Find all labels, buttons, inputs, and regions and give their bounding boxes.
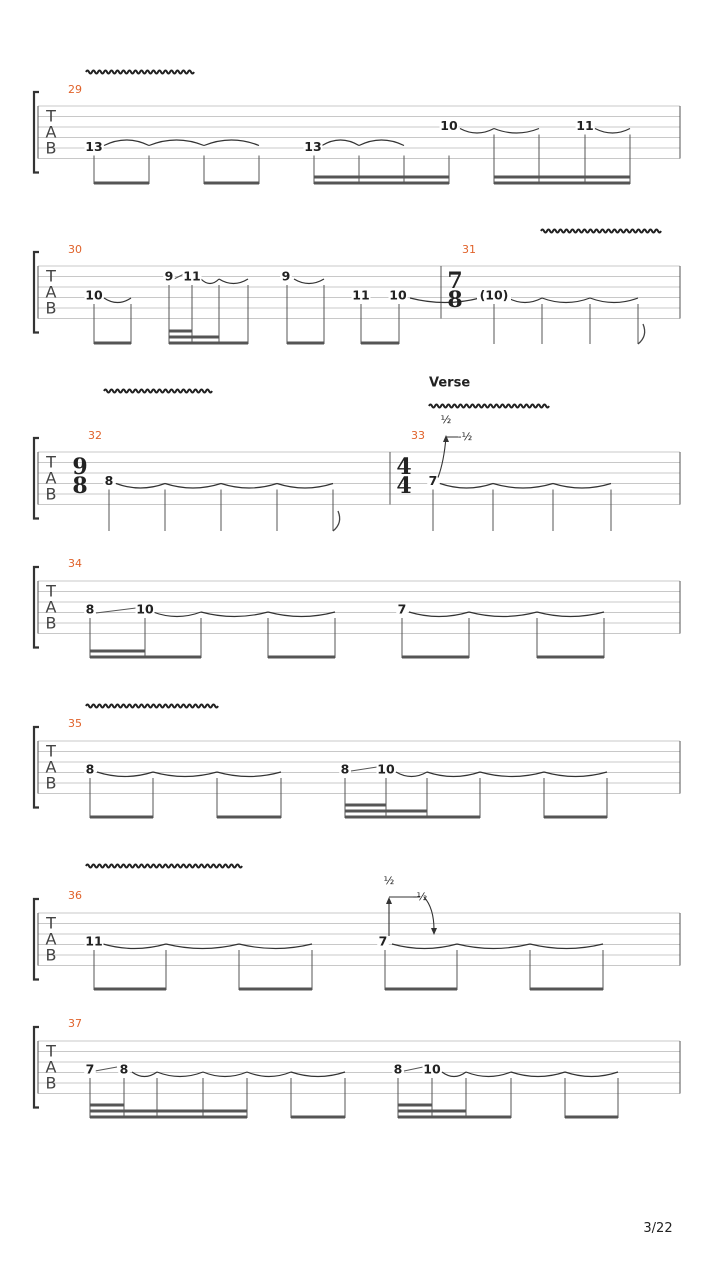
measure-number: 30 — [68, 243, 82, 256]
slide-line — [95, 1067, 117, 1071]
tie-arc — [595, 129, 630, 134]
fret-number: 7 — [397, 601, 407, 617]
bend-label: ½ — [440, 413, 452, 426]
time-signature-denominator: 8 — [447, 287, 463, 313]
tab-clef-t: T — [46, 741, 56, 761]
vibrato-mark — [86, 865, 242, 868]
fret-number: 8 — [393, 1061, 403, 1077]
tab-clef-b: B — [45, 773, 57, 793]
tie-arc — [590, 298, 638, 303]
tab-clef-a: A — [45, 757, 57, 777]
tab-clef-b: B — [45, 945, 57, 965]
bend-label: ½ — [383, 874, 395, 887]
slide-line — [404, 1067, 423, 1071]
fret-number: 13 — [85, 139, 103, 154]
tie-arc — [221, 484, 277, 489]
fret-number: 8 — [104, 473, 114, 488]
note-beam — [217, 816, 281, 819]
time-signature-denominator: 4 — [396, 473, 412, 499]
note-beam — [291, 1116, 345, 1119]
vibrato-mark — [86, 705, 218, 708]
tie-arc — [322, 140, 359, 146]
section-label: Verse — [429, 375, 471, 391]
measure-number: 34 — [68, 557, 82, 570]
bend-arrowhead — [386, 897, 392, 904]
tie-arc — [542, 298, 590, 303]
tab-clef-a: A — [45, 122, 57, 142]
tie-arc — [277, 484, 333, 489]
note-beam — [287, 342, 324, 345]
vibrato-mark — [104, 390, 212, 393]
note-beam — [314, 182, 449, 185]
tie-arc — [359, 140, 404, 146]
tie-arc — [104, 140, 149, 146]
tab-clef-b: B — [45, 613, 57, 633]
tie-arc — [553, 484, 611, 489]
measure-number: 29 — [68, 83, 82, 96]
tab-clef-a: A — [45, 1057, 57, 1077]
note-beam — [169, 336, 219, 339]
fret-number: 13 — [304, 139, 322, 154]
fret-number: 8 — [340, 761, 350, 777]
note-beam — [494, 176, 630, 179]
time-signature-numerator: 7 — [447, 268, 463, 294]
note-beam — [565, 1116, 618, 1119]
note-beam — [169, 330, 192, 333]
fret-number: 10 — [85, 287, 103, 303]
time-signature-numerator: 9 — [72, 454, 88, 480]
note-beam — [204, 182, 259, 185]
tie-arc — [149, 140, 204, 146]
tab-staff-3 — [34, 438, 680, 519]
tab-clef-t: T — [46, 1041, 56, 1061]
fret-number: 9 — [164, 268, 174, 284]
tab-clef-t: T — [46, 106, 56, 126]
note-flag — [638, 324, 645, 344]
time-signature-numerator: 4 — [396, 454, 412, 480]
note-beam — [398, 1104, 432, 1107]
tie-arc — [493, 484, 553, 489]
note-beam — [90, 816, 153, 819]
page-number: 3/22 — [643, 1221, 673, 1236]
fret-number: 8 — [119, 1061, 129, 1077]
tab-clef-a: A — [45, 282, 57, 302]
tie-arc — [219, 279, 248, 284]
note-beam — [398, 1116, 511, 1119]
tab-staff-4 — [34, 567, 680, 648]
tab-clef-b: B — [45, 484, 57, 504]
release-label: -½ — [457, 430, 473, 443]
note-beam — [494, 182, 630, 185]
fret-number: 8 — [85, 601, 95, 617]
note-beam — [537, 656, 604, 659]
note-beam — [239, 988, 312, 991]
vibrato-mark — [429, 405, 549, 408]
tab-clef-b: B — [45, 298, 57, 318]
tie-arc — [116, 484, 165, 489]
note-beam — [361, 342, 399, 345]
tab-staff-5 — [34, 727, 680, 808]
fret-number: 7 — [85, 1061, 95, 1077]
measure-number: 31 — [462, 243, 476, 256]
tab-clef-a: A — [45, 468, 57, 488]
fret-number: 10 — [136, 601, 154, 617]
note-beam — [345, 810, 427, 813]
tab-staff-6 — [34, 899, 680, 980]
tab-clef-t: T — [46, 452, 56, 472]
measure-number: 36 — [68, 889, 82, 902]
measure-number: 32 — [88, 429, 102, 442]
fret-number: 10 — [377, 761, 395, 777]
note-beam — [398, 1110, 466, 1113]
tie-arc — [165, 484, 221, 489]
tab-clef-b: B — [45, 138, 57, 158]
fret-number: 7 — [378, 933, 388, 949]
note-beam — [90, 650, 145, 653]
note-beam — [530, 988, 603, 991]
slide-line — [351, 767, 377, 771]
note-beam — [90, 1104, 124, 1107]
fret-number: (10) — [479, 287, 509, 303]
measure-number: 37 — [68, 1017, 82, 1030]
note-beam — [345, 816, 480, 819]
time-signature-denominator: 8 — [72, 473, 88, 499]
note-beam — [268, 656, 335, 659]
tab-clef-t: T — [46, 913, 56, 933]
fret-number: 11 — [576, 118, 594, 133]
tie-arc — [410, 298, 480, 303]
fret-number: 11 — [352, 287, 370, 303]
note-flag — [333, 511, 340, 531]
tie-arc — [508, 298, 542, 303]
vibrato-mark — [541, 230, 661, 233]
note-beam — [94, 988, 166, 991]
measure-number: 35 — [68, 717, 82, 730]
tab-clef-a: A — [45, 929, 57, 949]
note-beam — [94, 182, 149, 185]
note-beam — [90, 1110, 247, 1113]
fret-number: 11 — [85, 933, 103, 949]
fret-number: 7 — [428, 473, 438, 488]
tab-clef-t: T — [46, 266, 56, 286]
tab-clef-b: B — [45, 1073, 57, 1093]
fret-number: 10 — [423, 1061, 441, 1077]
bend-arrowhead — [443, 435, 449, 442]
fret-number: 10 — [440, 118, 458, 133]
tab-staff-7 — [34, 1027, 680, 1108]
fret-number: 10 — [389, 287, 407, 303]
tab-clef-t: T — [46, 581, 56, 601]
tie-arc — [494, 129, 539, 134]
note-beam — [314, 176, 449, 179]
note-beam — [402, 656, 469, 659]
bend-arrow — [438, 437, 446, 478]
note-beam — [385, 988, 457, 991]
tie-arc — [204, 140, 259, 146]
note-beam — [90, 1116, 247, 1119]
fret-number: 11 — [183, 268, 201, 284]
note-beam — [94, 342, 131, 345]
note-beam — [345, 804, 386, 807]
tie-arc — [201, 279, 219, 284]
tie-arc — [104, 298, 131, 303]
tab-clef-a: A — [45, 597, 57, 617]
tie-arc — [294, 279, 324, 284]
fret-number: 9 — [281, 268, 291, 284]
note-beam — [544, 816, 607, 819]
note-beam — [169, 342, 248, 345]
fret-number: 8 — [85, 761, 95, 777]
vibrato-mark — [86, 71, 194, 74]
tie-arc — [440, 484, 493, 489]
note-beam — [90, 656, 201, 659]
release-label: -½ — [412, 890, 428, 903]
tie-arc — [460, 129, 494, 134]
measure-number: 33 — [411, 429, 425, 442]
